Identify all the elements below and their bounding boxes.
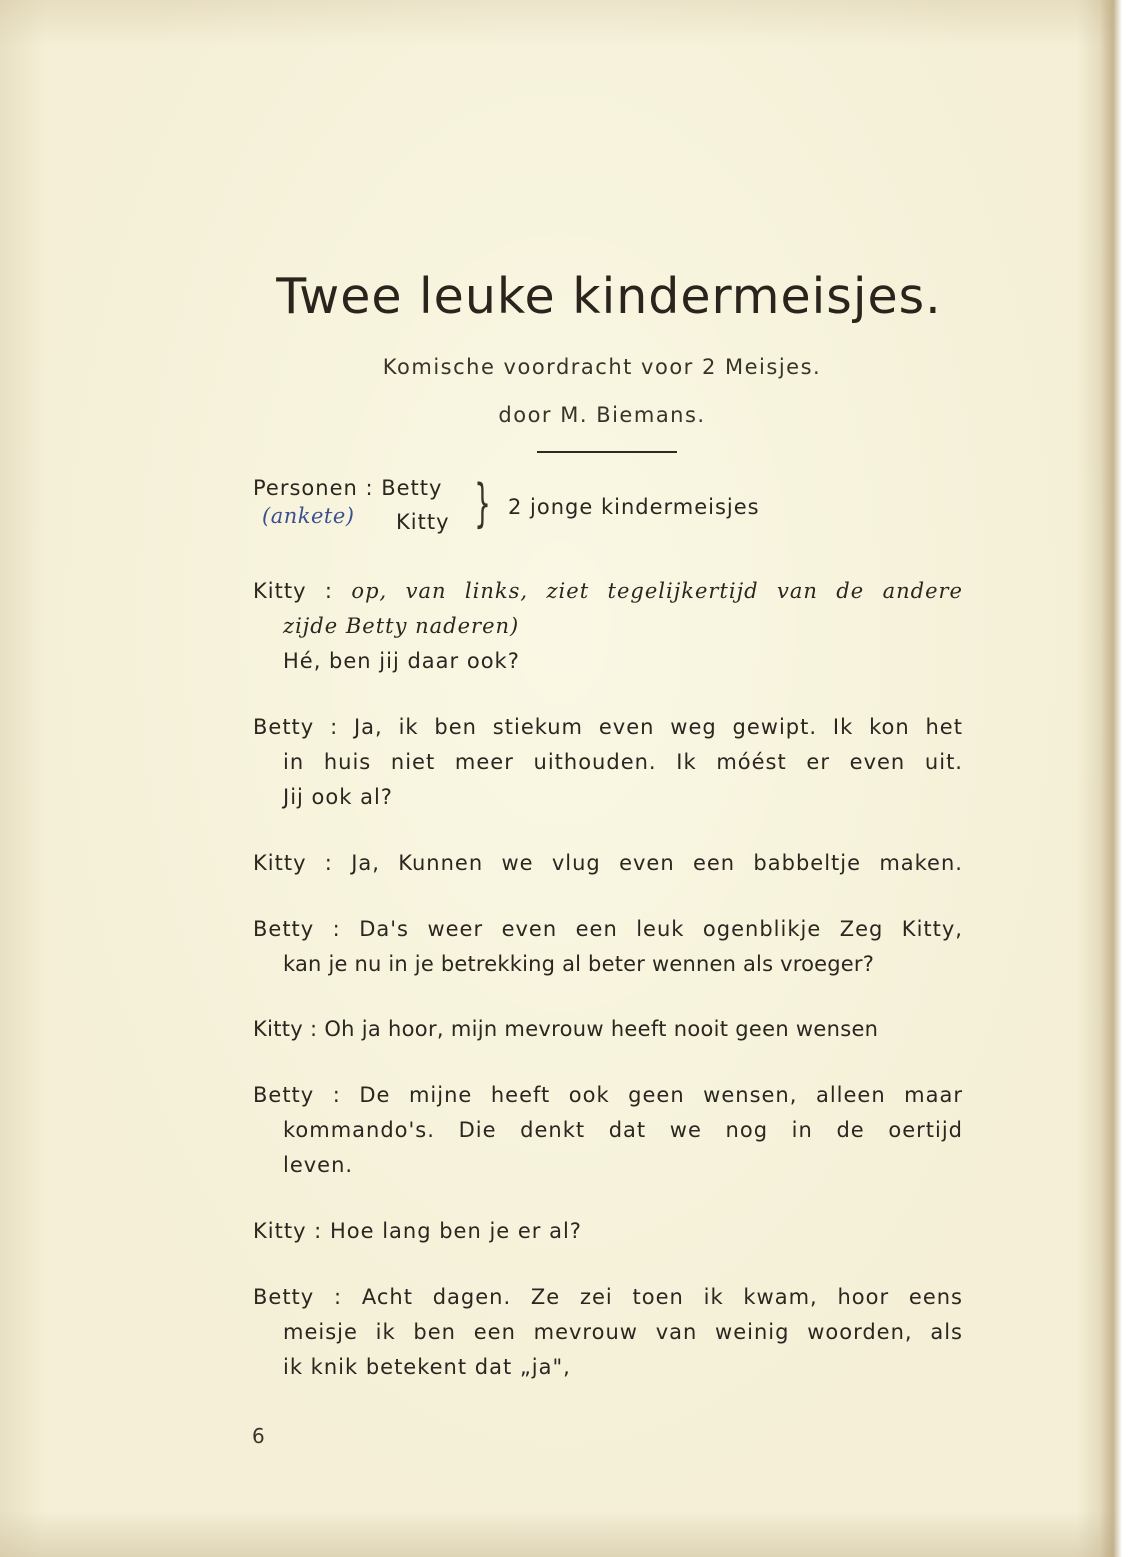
personen-label: Personen : Betty	[253, 476, 443, 500]
dialogue-line: Hé, ben jij daar ook?	[283, 649, 520, 673]
speaker-label: Kitty :	[253, 1017, 318, 1041]
page-number: 6	[252, 1424, 265, 1448]
speaker-label: Betty :	[253, 1083, 341, 1107]
personen-description: 2 jonge kindermeisjes	[508, 495, 760, 519]
dialogue-line: Jij ook al?	[283, 785, 393, 809]
subtitle: Komische voordracht voor 2 Meisjes.	[382, 355, 822, 379]
dialogue-line: Betty : Da's weer even een leuk ogenblikje Zeg Kitty,	[253, 917, 963, 941]
dialogue-line: leven.	[283, 1153, 354, 1177]
dialogue-block	[253, 710, 963, 815]
speaker-label: Kitty :	[253, 1219, 323, 1243]
dialogue-block	[253, 1078, 963, 1183]
speaker-label: Betty :	[253, 715, 339, 739]
dialogue-line: Betty : De mijne heeft ook geen wensen, alleen maar	[253, 1083, 963, 1107]
speaker-label: Kitty :	[253, 579, 333, 603]
speaker-label: Kitty :	[253, 851, 333, 875]
dialogue-block	[253, 574, 963, 679]
dialogue-line: Betty : Acht dagen. Ze zei toen ik kwam, hoor eens	[253, 1285, 963, 1309]
dialogue-line: ik knik betekent dat „ja",	[283, 1355, 571, 1379]
divider-rule	[537, 451, 677, 453]
author-line: door M. Biemans.	[498, 403, 706, 427]
dialogue-line: Kitty : Hoe lang ben je er al?	[253, 1219, 582, 1243]
dialogue-line	[253, 574, 963, 609]
page-title: Twee leuke kindermeisjes.	[276, 268, 942, 325]
dialogue-block	[253, 1012, 963, 1047]
dialogue-line: kan je nu in je betrekking al beter wennen als vroeger?	[283, 952, 875, 976]
dialogue-block	[253, 1214, 963, 1249]
stage-direction: op, van links, ziet tegelijkertijd van de andere	[351, 579, 963, 603]
dialogue-block	[253, 912, 963, 982]
dialogue-line: in huis niet meer uithouden. Ik móést er even uit.	[283, 750, 963, 774]
speaker-label: Betty :	[253, 917, 341, 941]
brace-glyph: }	[474, 474, 491, 534]
speaker-label: Betty :	[253, 1285, 343, 1309]
page-edge-shadow	[1100, 0, 1122, 1557]
handwritten-note: (ankete)	[262, 504, 355, 528]
personen-second: Kitty	[396, 510, 450, 534]
dialogue-line: Kitty : Oh ja hoor, mijn mevrouw heeft nooit geen wensen	[253, 1017, 879, 1041]
dialogue-line: meisje ik ben een mevrouw van weinig woorden, als	[283, 1320, 963, 1344]
dialogue-line: kommando's. Die denkt dat we nog in de oertijd	[283, 1118, 963, 1142]
dialogue-block	[253, 846, 963, 881]
stage-direction-continued: zijde Betty naderen)	[283, 614, 520, 638]
dialogue-line: Betty : Ja, ik ben stiekum even weg gewipt. Ik kon het	[253, 715, 963, 739]
dialogue-block	[253, 1280, 963, 1385]
dialogue-line: Kitty : Ja, Kunnen we vlug even een babbeltje maken.	[253, 851, 963, 875]
